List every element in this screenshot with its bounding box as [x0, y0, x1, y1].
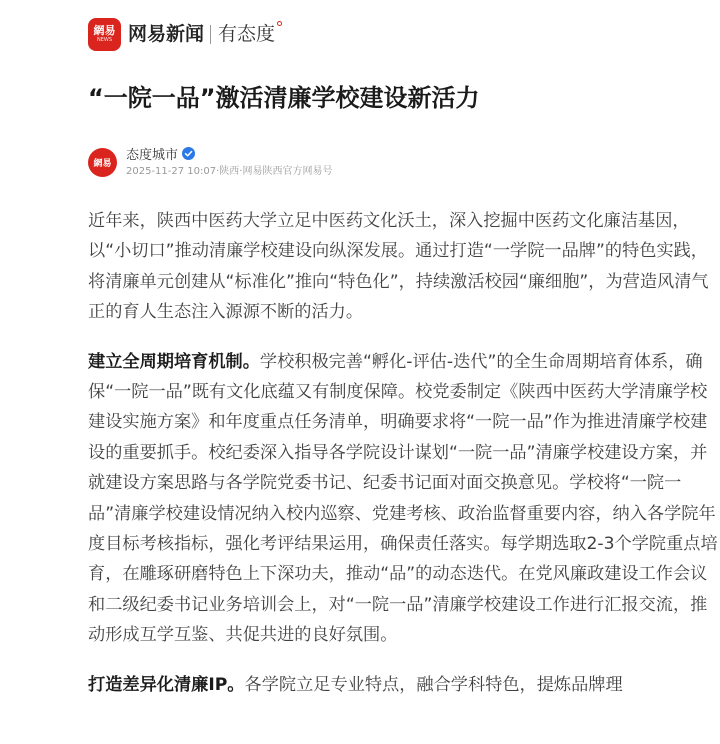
- verified-icon: [182, 147, 195, 160]
- brand-divider: [210, 25, 211, 44]
- paragraph-lead: 打造差异化清廉IP。: [88, 674, 245, 695]
- author-row: [88, 144, 332, 180]
- author-avatar[interactable]: 網易: [88, 148, 117, 177]
- paragraph-lead: 建立全周期培育机制。: [88, 351, 260, 372]
- paragraph-ip: [88, 670, 718, 700]
- brand-slogan-text: 有态度: [218, 23, 276, 45]
- paragraph-text: 学校积极完善“孵化-评估-迭代”的全生命周期培育体系，确保“一院一品”既有文化底蕴又有制度保障。校党委制定《陕西中医药大学清廉学校建设实施方案》和年度重点任务清单，明确要求将“一院一品”作为推进清廉学校建设的重要抓手。校纪委深入指导各学院设计谋划“一院一品”清廉学校建设方案，并就建设方案思路与各学院党委书记、纪委书记面对面交换意见。学校将“一院一品”清廉学校建设情况纳入校内巡察、党建考核、政治监督重要内容，纳入各学院年度目标考核指标，强化考评结果运用，确保责任落实。每学期选取2-3个学院重点培育，在雕琢研磨特色上下深功夫，推动“品”的动态迭代。在党风廉政建设工作会议和二级纪委书记业务培训会上，对“一院一品”清廉学校建设工作进行汇报交流，推动形成互学互鉴、共促共进的良好氛围。: [88, 351, 718, 646]
- author-name[interactable]: 态度城市: [126, 148, 179, 163]
- publish-meta: 2025-11-27 10:07·陕西·网易陕西官方网易号: [126, 165, 333, 177]
- author-info: [126, 145, 332, 180]
- author-name-row: [126, 145, 332, 163]
- paragraph-text: 各学院立足专业特点，融合学科特色，提炼品牌理: [244, 674, 623, 695]
- paragraph-intro: [88, 206, 718, 328]
- brand-name[interactable]: 网易新闻: [128, 23, 205, 45]
- paragraph-text: 近年来，陕西中医药大学立足中医药文化沃土，深入挖掘中医药文化廉洁基因，以“小切口”推动清廉学校建设向纵深发展。通过打造“一学院一品牌”的特色实践，将清廉单元创建从“标准化”推向“特色化”，持续激活校园“廉细胞”，为营造风清气正的育人生态注入源源不断的活力。: [88, 211, 709, 323]
- article-title: “一院一品”激活清廉学校建设新活力: [88, 84, 480, 112]
- brand-slogan: [218, 17, 275, 51]
- article-body: [88, 206, 718, 719]
- logo-subtext: NEWS: [96, 37, 113, 43]
- slogan-dot-icon: [277, 21, 282, 26]
- logo-text: 網易: [93, 24, 116, 37]
- netease-logo[interactable]: [88, 18, 121, 51]
- paragraph-cultivation: [88, 347, 718, 651]
- site-header: [88, 17, 275, 51]
